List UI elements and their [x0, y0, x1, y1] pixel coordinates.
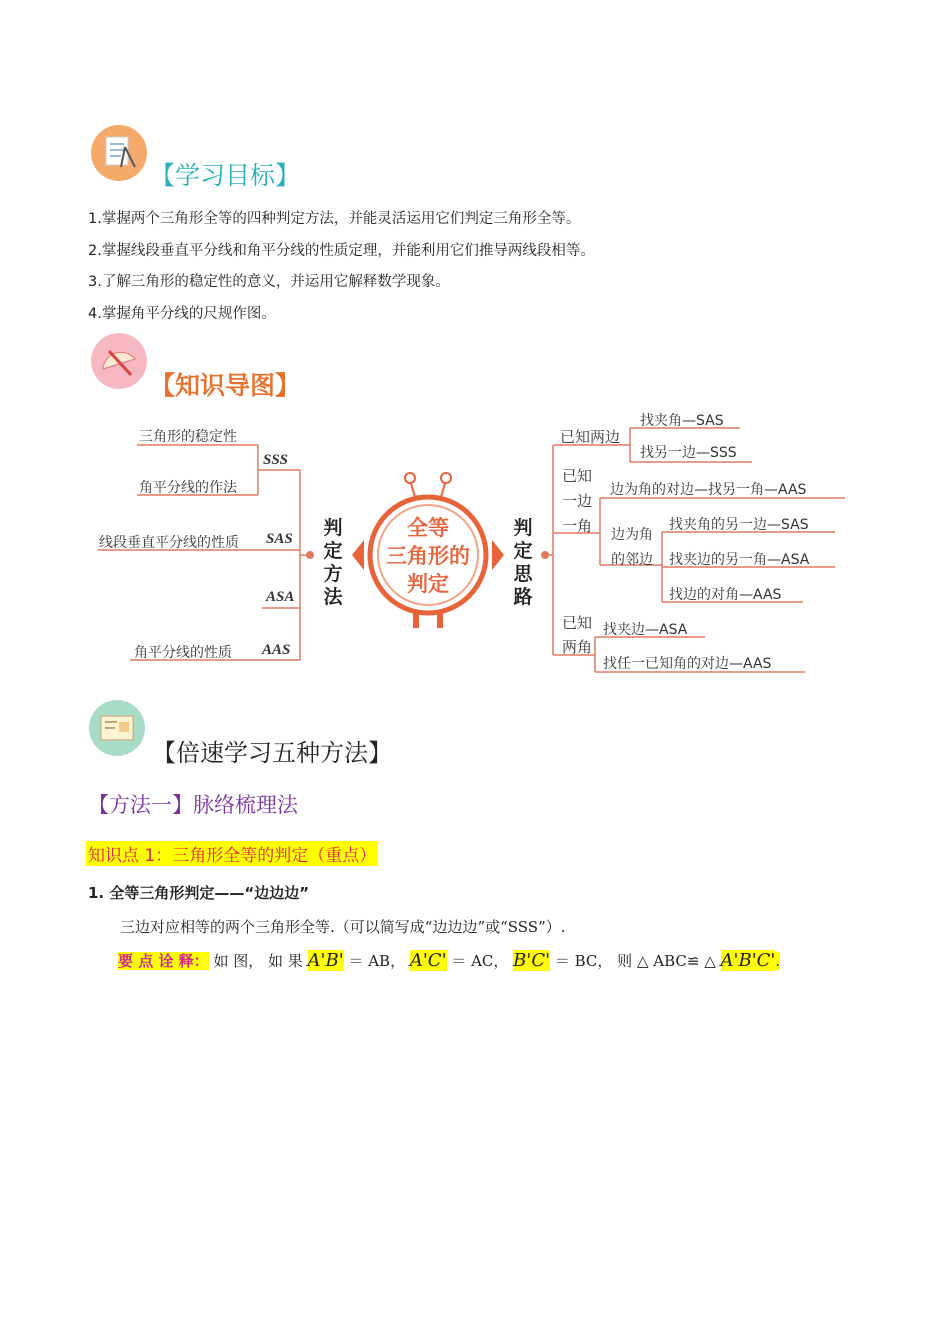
methods-title: 【倍速学习五种方法】 — [152, 739, 392, 767]
method1-title: 【方法一】脉络梳理法 — [88, 793, 298, 817]
note-line — [118, 950, 780, 971]
mm-two-angles-1: 已知 — [562, 614, 593, 632]
note-ab: A'B' — [307, 950, 344, 971]
mm-adj-a: 找夹角的另一边—SAS — [669, 517, 809, 533]
mindmap-center-line1: 全等 — [407, 516, 449, 540]
mm-bisector-construct: 角平分线的作法 — [139, 480, 237, 496]
note-bc: B'C' — [513, 950, 551, 971]
note-eq3: ＝ BC， 则 △ ABC≌ △ — [554, 952, 716, 970]
mm-adj-2: 的邻边 — [611, 552, 653, 568]
mm-perp-bisector: 线段垂直平分线的性质 — [99, 535, 239, 551]
mm-adj-1: 边为角 — [611, 527, 653, 543]
knowledge-map-icon — [91, 333, 147, 389]
note-end: A'B'C' — [720, 950, 776, 971]
mindmap-center-line3: 判定 — [407, 572, 449, 596]
right-branch-label: 判 定 思 路 — [513, 517, 533, 608]
sss-body: 三边对应相等的两个三角形全等.（可以简写成“边边边”或“SSS”）. — [120, 918, 566, 936]
mm-side-angle-2: 一边 — [562, 492, 593, 510]
mm-opp-side: 边为角的对边—找另一角—AAS — [610, 482, 807, 498]
knowledge-point-title: 知识点 1：三角形全等的判定（重点） — [86, 841, 378, 866]
note-text-1: 如 图， 如 果 — [213, 952, 303, 970]
mm-two-angles-2: 两角 — [562, 638, 593, 656]
goals-title: 【学习目标】 — [150, 161, 301, 190]
mm-two-sides: 已知两边 — [560, 428, 621, 446]
mm-adj-c: 找边的对角—AAS — [669, 587, 782, 603]
note-eq2: ＝ AC， — [451, 952, 509, 970]
mm-bisector-prop: 角平分线的性质 — [134, 645, 232, 661]
sss-heading: 1. 全等三角形判定——“边边边” — [88, 884, 310, 902]
note-label: 要 点 诠 释： — [118, 952, 209, 970]
mm-two-sides-a: 找夹角—SAS — [640, 413, 724, 429]
mindmap-center-line2: 三角形的 — [386, 544, 470, 568]
note-dot: . — [775, 952, 781, 970]
goal-3: 3.了解三角形的稳定性的意义，并运用它解释数学现象。 — [88, 274, 450, 290]
goal-4: 4.掌握角平分线的尺规作图。 — [88, 306, 276, 322]
study-goal-icon — [91, 125, 147, 181]
mm-stability: 三角形的稳定性 — [139, 429, 237, 445]
mm-side-angle-3: 一角 — [562, 517, 593, 535]
mm-two-angles-b: 找任一已知角的对边—AAS — [603, 656, 772, 672]
mm-sas: SAS — [266, 531, 293, 547]
left-branch-label: 判 定 方 法 — [323, 517, 343, 608]
mm-adj-b: 找夹边的另一角—ASA — [669, 552, 810, 568]
note-eq1: ＝ AB， — [348, 952, 406, 970]
mm-side-angle-1: 已知 — [562, 467, 593, 485]
mm-two-angles-a: 找夹边—ASA — [603, 622, 688, 638]
note-ac: A'C' — [409, 950, 447, 971]
mm-asa: ASA — [266, 589, 295, 605]
mm-two-sides-b: 找另一边—SSS — [640, 445, 737, 461]
goal-2: 2.掌握线段垂直平分线和角平分线的性质定理，并能利用它们推导两线段相等。 — [88, 243, 595, 259]
goal-1: 1.掌握两个三角形全等的四种判定方法，并能灵活运用它们判定三角形全等。 — [88, 211, 581, 227]
mm-sss: SSS — [263, 452, 289, 468]
map-title: 【知识导图】 — [150, 371, 301, 400]
mm-aas: AAS — [262, 642, 291, 658]
methods-icon — [89, 700, 145, 756]
